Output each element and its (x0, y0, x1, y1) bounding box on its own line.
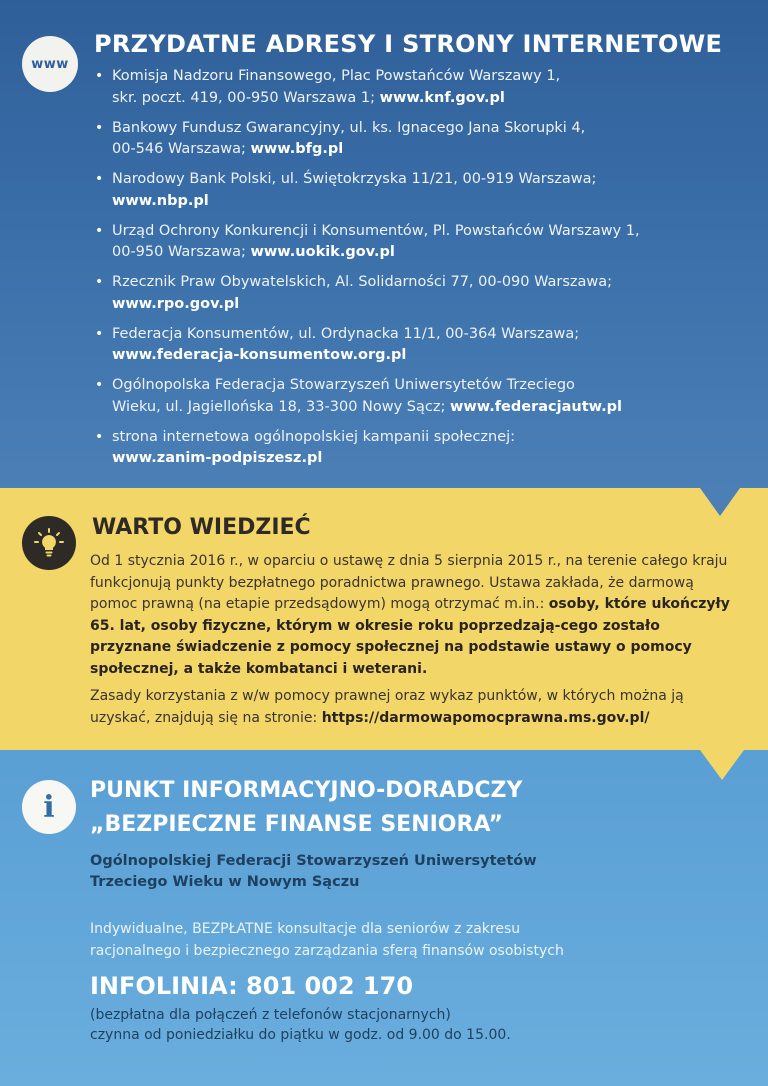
legal-aid-link[interactable]: https://darmowapomocprawna.ms.gov.pl/ (321, 709, 650, 726)
federacja-konsumentow-link[interactable]: www.federacja-konsumentow.org.pl (112, 347, 407, 363)
addresses-list (92, 66, 742, 478)
lightbulb-icon (22, 516, 76, 570)
nbp-link[interactable]: www.nbp.pl (112, 192, 209, 209)
list-item: • strona internetowa ogólnopolskiej kampanii społecznej: www.zanim-podpiszesz.pl (95, 428, 516, 466)
list-item: • Urząd Ochrony Konkurencji i Konsumentów, Pl. Powstańców Warszawy 1, 00-950 Warszawa; www.uokik.gov.pl (95, 222, 640, 260)
info-point-title: PUNKT INFORMACYJNO-DORADCZY (90, 778, 523, 803)
list-item: • Narodowy Bank Polski, ul. Świętokrzyska 11/21, 00-919 Warszawa; www.nbp.pl (95, 171, 597, 209)
good-to-know-body: Od 1 stycznia 2016 r., w oparciu o ustawę z dnia 5 sierpnia 2015 r., na terenie całego kraju funkcjonują punkty bezpłatnego poradnictwa prawnego. Ustawa zakłada, że darmową pomoc prawną (na etapie przedsądowym) mogą otrzymać m.in.: osoby, które ukończyły 65. lat, osoby fizyczne, którym w okresie roku poprzedzają-cego zostało przyznane świadczenie z pomocy społecznej na podstawie ustawy o pomocy społecznej, a także kombatanci i weterani. (90, 553, 730, 677)
bfg-link[interactable]: www.bfg.pl (250, 141, 344, 157)
zanim-podpiszesz-link[interactable]: www.zanim-podpiszesz.pl (112, 450, 323, 466)
info-point-subtitle: „BEZPIECZNE FINANSE SENIORA” (90, 812, 503, 837)
hotline-note: (bezpłatna dla połączeń z telefonów stacjonarnych) czynna od poniedziałku do piątku w godz. od 9.00 do 15.00. (90, 1007, 511, 1043)
info-icon-label: i (43, 789, 55, 825)
good-to-know-footer: Zasady korzystania z w/w pomocy prawnej oraz wykaz punktów, w których można ją uzyskać, znajdują się na stronie: https://darmowapomocprawna.ms.gov.pl/ (90, 688, 684, 726)
knf-link[interactable]: www.knf.gov.pl (379, 89, 505, 106)
info-icon (22, 780, 76, 834)
hotline-number[interactable]: INFOLINIA: 801 002 170 (90, 972, 414, 1000)
federacjautw-link[interactable]: www.federacjautw.pl (449, 398, 622, 415)
list-item: • Ogólnopolska Federacja Stowarzyszeń Uniwersytetów Trzeciego Wieku, ul. Jagiellońska 18, 33-300 Nowy Sącz; www.federacjautw.pl (95, 377, 622, 415)
list-item: • Federacja Konsumentów, ul. Ordynacka 11/1, 00-364 Warszawa; www.federacja-konsumentow.org.pl (95, 325, 580, 363)
useful-addresses-title: PRZYDATNE ADRESY I STRONY INTERNETOWE (94, 30, 723, 58)
eligible-persons: osoby, które ukończyły 65. lat, osoby fizyczne, którym w okresie roku poprzedzają-cego zostało przyznane świadczenie z pomocy społecznej na podstawie ustawy o pomocy społecznej, a także kombatanci i weterani. (90, 596, 730, 677)
speech-pointer (700, 488, 740, 516)
list-item: • Bankowy Fundusz Gwarancyjny, ul. ks. Ignacego Jana Skorupki 4, 00-546 Warszawa; www.bfg.pl (95, 119, 586, 157)
list-item: • Rzecznik Praw Obywatelskich, Al. Solidarności 77, 00-090 Warszawa; www.rpo.gov.pl (95, 274, 613, 312)
www-icon-label: www (31, 56, 69, 72)
list-item: • Komisja Nadzoru Finansowego, Plac Powstańców Warszawy 1, skr. poczt. 419, 00-950 Warszawa 1; www.knf.gov.pl (95, 68, 561, 106)
uokik-link[interactable]: www.uokik.gov.pl (250, 244, 395, 260)
consultation-description: Indywidualne, BEZPŁATNE konsultacje dla seniorów z zakresu racjonalnego i bezpiecznego zarządzania sferą finansów osobistych (90, 921, 564, 959)
rpo-link[interactable]: www.rpo.gov.pl (112, 295, 240, 312)
speech-pointer (700, 750, 744, 780)
good-to-know-title: WARTO WIEDZIEĆ (92, 515, 311, 540)
organization-name: Ogólnopolskiej Federacji Stowarzyszeń Uniwersytetów Trzeciego Wieku w Nowym Sączu (90, 853, 537, 890)
www-icon (22, 36, 78, 92)
